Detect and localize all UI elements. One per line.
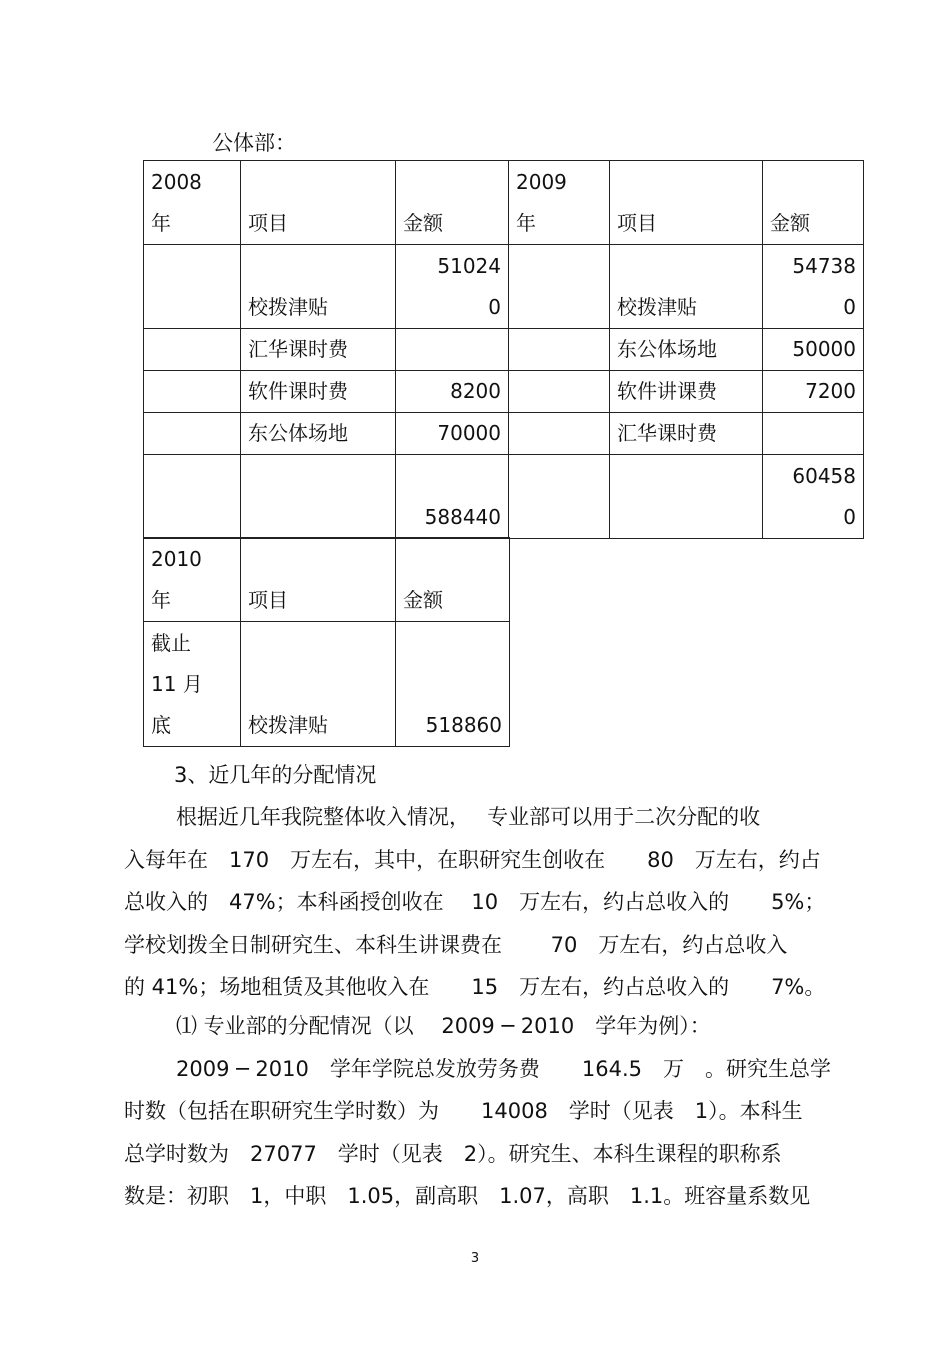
table-cell [509, 371, 610, 413]
header-amount: 金额 [396, 538, 510, 622]
table-cell: 软件课时费 [241, 371, 396, 413]
paragraph-line: 时数（包括在职研究生学时数）为 14008 学时（见表 1）。本科生 [124, 1099, 803, 1123]
table-row [144, 413, 864, 455]
table-cell [144, 329, 241, 371]
paragraph-line: 入每年在 170 万左右，其中，在职研究生创收在 80 万左右，约占 [124, 847, 821, 872]
table-cell [763, 413, 864, 455]
table-cell [509, 413, 610, 455]
table-header-row [144, 161, 864, 245]
income-table-2008-2009 [143, 160, 864, 539]
total-2010: 518860 [396, 622, 510, 747]
table-cell [396, 329, 509, 371]
header-item: 项目 [241, 538, 396, 622]
table-total-row [144, 455, 864, 539]
header-year-2008: 2008 年 [144, 161, 241, 245]
header-item: 项目 [241, 161, 396, 245]
total-2009: 60458 0 [763, 455, 864, 539]
paragraph-line: 学校划拨全日制研究生、本科生讲课费在 70 万左右，约占总收入 [124, 932, 788, 957]
table-cell: 校拨津贴 [241, 622, 396, 747]
table-cell: 汇华课时费 [610, 413, 763, 455]
section-heading: 3、近几年的分配情况 [174, 763, 377, 787]
table-row [144, 622, 510, 747]
table-cell: 54738 0 [763, 245, 864, 329]
table-cell [509, 329, 610, 371]
table-cell: 校拨津贴 [241, 245, 396, 329]
table-cell [144, 245, 241, 329]
table-cell: 7200 [763, 371, 864, 413]
table-header-row [144, 538, 510, 622]
paragraph-distribution [124, 1005, 846, 1218]
table-cell: 8200 [396, 371, 509, 413]
header-amount: 金额 [396, 161, 509, 245]
paragraph-line: 总学时数为 27077 学时（见表 2）。研究生、本科生课程的职称系 [124, 1141, 782, 1166]
table-cell [610, 455, 763, 539]
income-table-2010 [143, 537, 510, 747]
table-cell: 校拨津贴 [610, 245, 763, 329]
total-2008: 588440 [396, 455, 509, 539]
header-year-2010: 2010 年 [144, 538, 241, 622]
page-number: 3 [470, 1251, 480, 1266]
paragraph-line: 根据近几年我院整体收入情况， 专业部可以用于二次分配的收 [176, 805, 761, 829]
header-year-2009: 2009 年 [509, 161, 610, 245]
paragraph-line: 的 41%；场地租赁及其他收入在 15 万左右，约占总收入的 7%。 [124, 975, 826, 999]
table-cell: 软件讲课费 [610, 371, 763, 413]
table-cell [144, 371, 241, 413]
table-cell: 汇华课时费 [241, 329, 396, 371]
paragraph-line: 数是：初职 1，中职 1.05，副高职 1.07，高职 1.1。班容量系数见 [124, 1184, 811, 1208]
table-row [144, 371, 864, 413]
table-row [144, 245, 864, 329]
paragraph-line: 总收入的 47%；本科函授创收在 10 万左右，约占总收入的 5%； [124, 890, 826, 914]
header-amount: 金额 [763, 161, 864, 245]
table-cell [241, 455, 396, 539]
table-cell: 东公体场地 [241, 413, 396, 455]
table-cell: 51024 0 [396, 245, 509, 329]
table-cell [144, 455, 241, 539]
table-cell [509, 455, 610, 539]
table-row [144, 329, 864, 371]
paragraph-line: ⑴ 专业部的分配情况（以 2009 ─ 2010 学年为例）： [176, 1014, 711, 1038]
table-cell: 东公体场地 [610, 329, 763, 371]
period-cell: 截止 11 月 底 [144, 622, 241, 747]
section-label: 公体部： [212, 131, 296, 155]
paragraph-income [124, 796, 846, 1009]
paragraph-line: 2009 ─ 2010 学年学院总发放劳务费 164.5 万 。研究生总学 [176, 1056, 831, 1081]
header-item: 项目 [610, 161, 763, 245]
table-cell [144, 413, 241, 455]
table-cell: 50000 [763, 329, 864, 371]
table-cell: 70000 [396, 413, 509, 455]
table-cell [509, 245, 610, 329]
